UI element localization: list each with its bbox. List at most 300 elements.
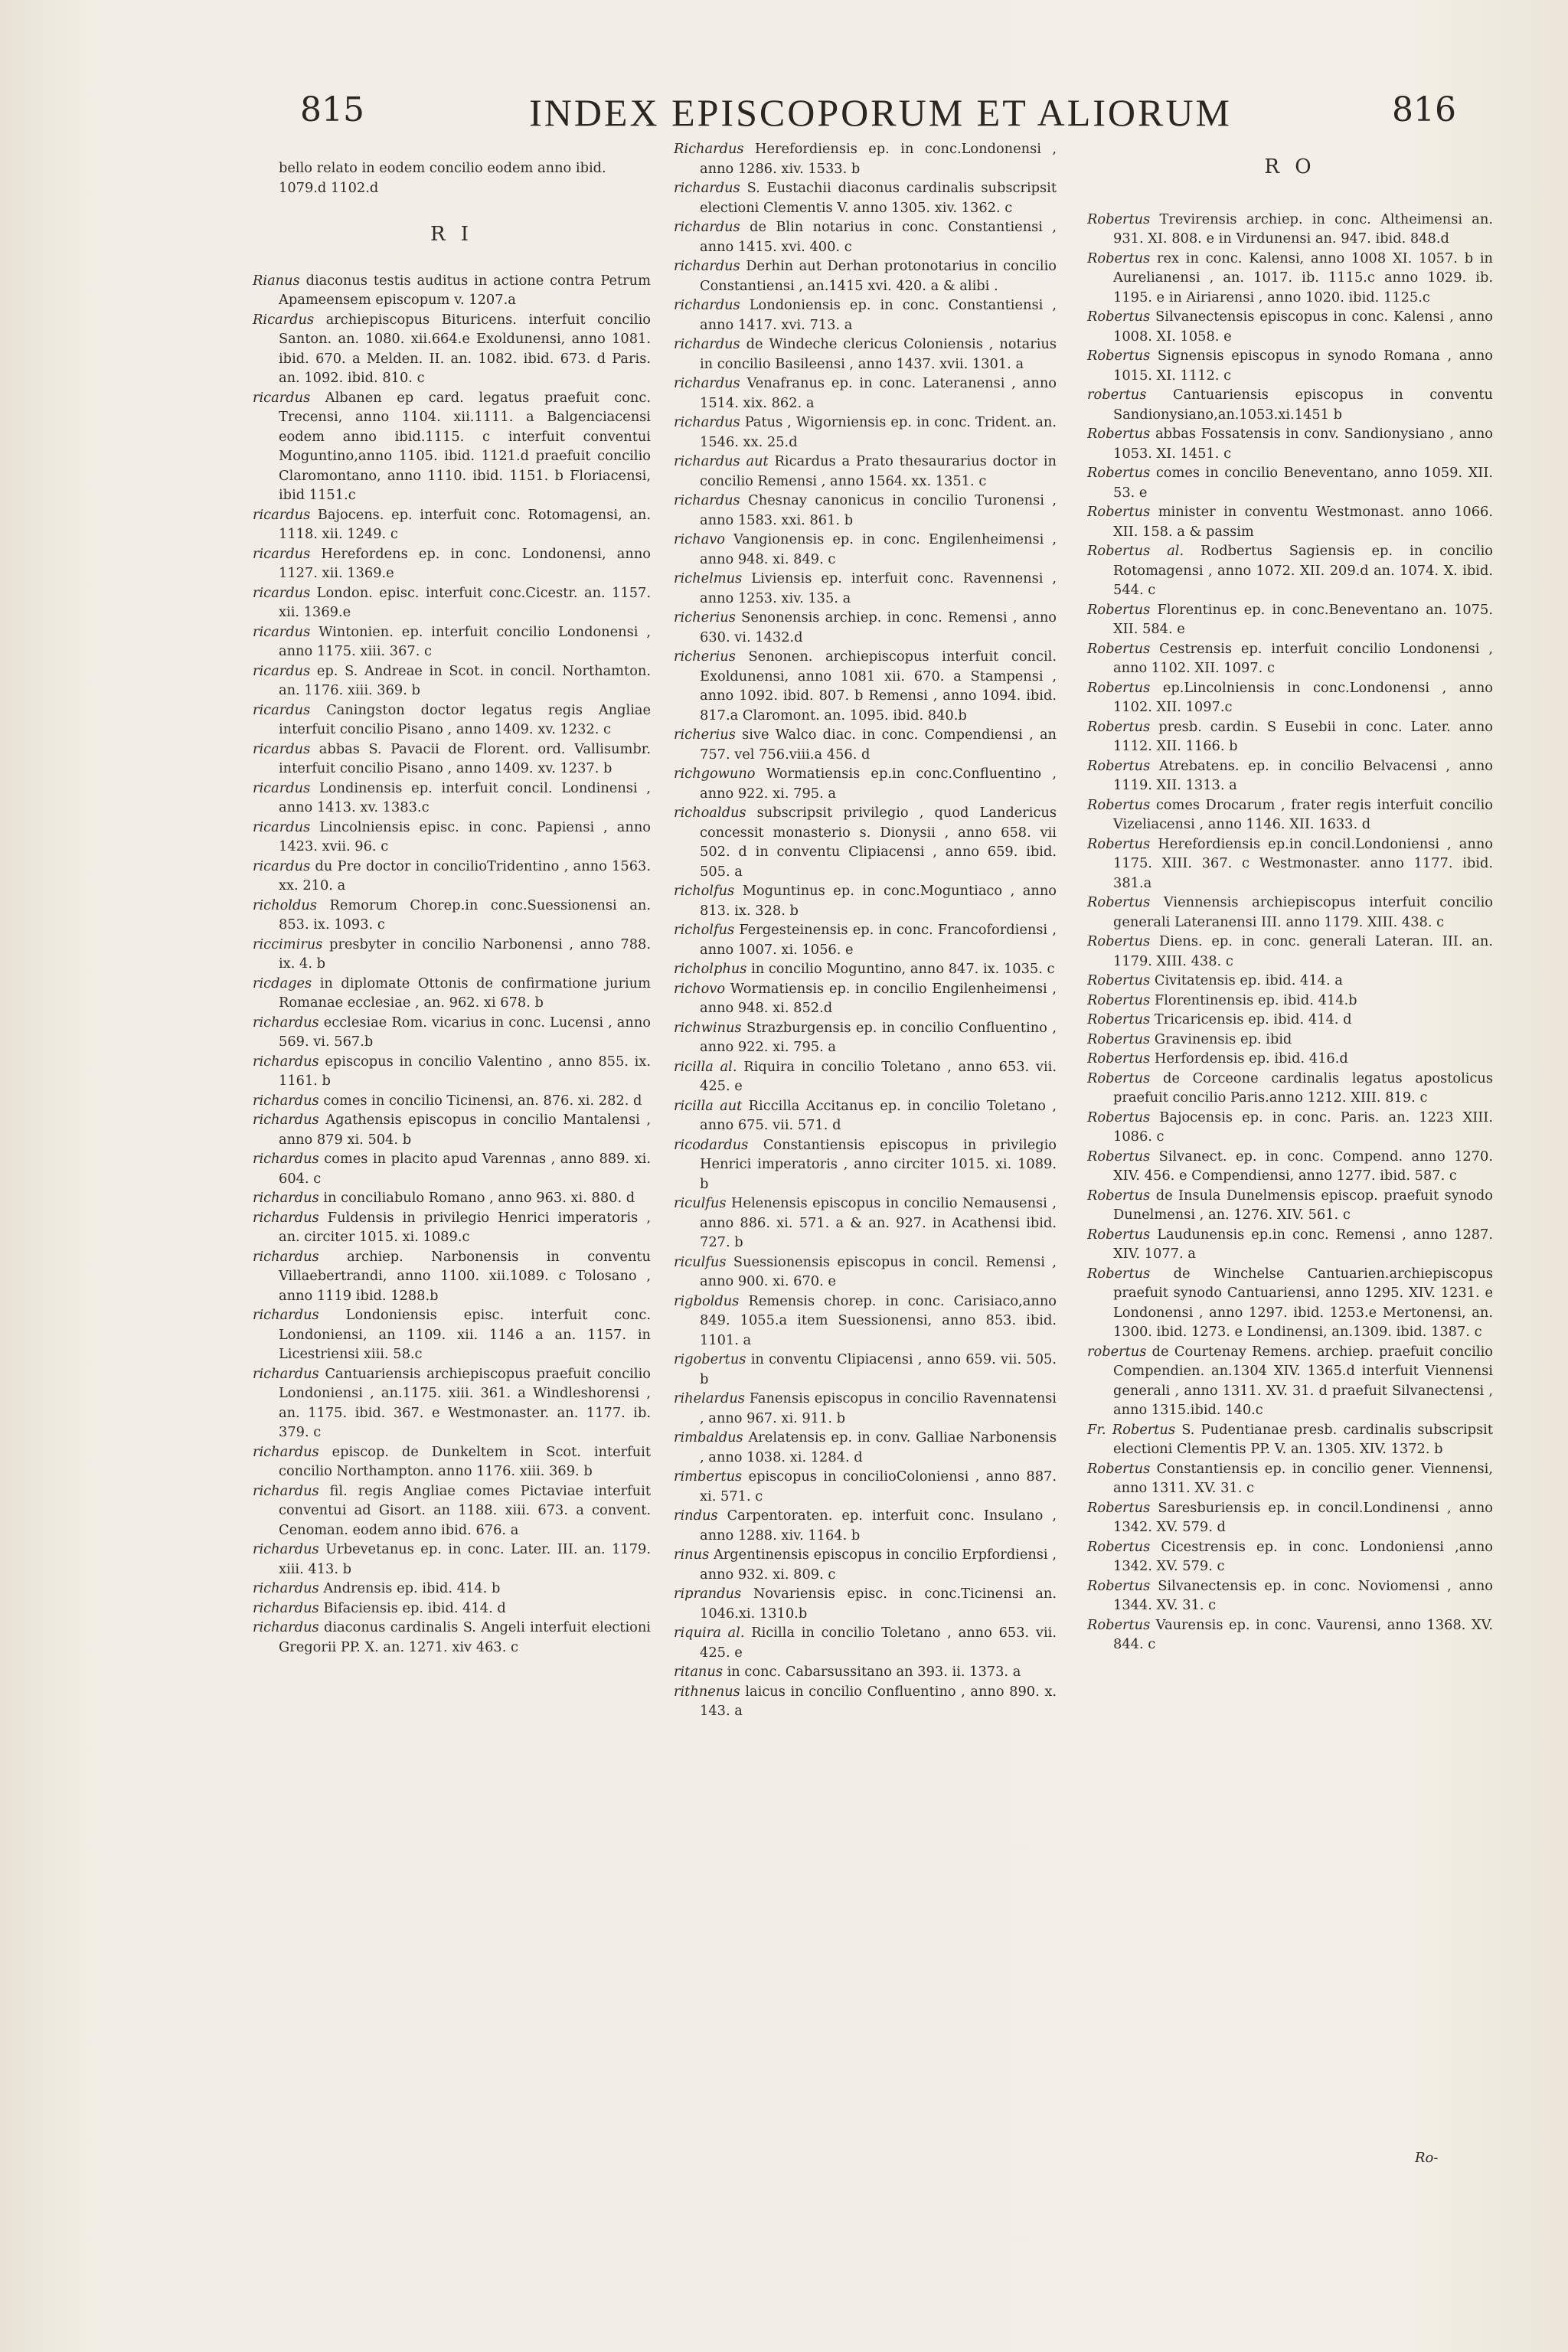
entry-text: Novariensis episc. in conc.Ticinensi an. 1046.xi. 1310.b (700, 1586, 1057, 1622)
index-entry (1087, 210, 1493, 249)
entry-name: Robertus (1087, 465, 1151, 481)
entry-text: de Blin notarius in conc. Constantiensi , anno 1415. xvi. 400. c (700, 219, 1057, 255)
entry-text: de Windeche clericus Coloniensis , notarius in concilio Basileensi , anno 1437. xvii. 1301. a (700, 336, 1057, 372)
index-entry (674, 1057, 1057, 1096)
entry-name: Robertus (1087, 757, 1151, 774)
entry-name: ricardus (253, 740, 311, 757)
entry-text: in diplomate Ottonis de confirmatione jurium Romanae ecclesiae , an. 962. xi 678. b (279, 975, 652, 1011)
entry-name: ricilla aut (674, 1097, 743, 1114)
entry-name: richardus (674, 219, 740, 235)
entry-text: rex in conc. Kalensi, anno 1008 XI. 1057. b in Aurelianensi , an. 1017. ib. 1115.c anno 1029. ib. 1195. e in Airiarensi , anno 1020. ibid. 1125.c (1113, 250, 1493, 305)
index-entry (1087, 991, 1493, 1011)
entry-name: richolphus (674, 961, 747, 977)
index-entry (253, 505, 651, 544)
entry-name: ricardus (253, 779, 311, 796)
entry-name: riprandus (674, 1586, 742, 1602)
index-entry (674, 374, 1057, 413)
index-entry (253, 310, 651, 388)
entry-name: Robertus (1087, 1265, 1151, 1282)
index-entry (674, 1018, 1057, 1057)
index-entry (1087, 932, 1493, 971)
entry-text: Albanen ep card. legatus praefuit conc. Trecensi, anno 1104. xii.1111. a Balgenciacensi eodem anno ibid.1115. c interfuit conventui Moguntino,anno 1105. ibid. 1121.d praefuit concilio Claromontano, anno 1110. ibid. 1151. b Floriacensi, ibid 1151.c (279, 389, 651, 503)
entry-name: Robertus (1087, 1148, 1151, 1165)
entry-name: ricardus (253, 818, 311, 835)
index-entry (674, 1545, 1057, 1584)
entry-text: Rodbertus Sagiensis ep. in concilio Rotomagensi , anno 1072. XII. 209.d an. 1074. X. ibid. 544. c (1113, 543, 1494, 598)
index-entry (1087, 1108, 1493, 1147)
entry-name: richardus (253, 1599, 319, 1616)
entry-text: Venafranus ep. in conc. Lateranensi , anno 1514. xix. 862. a (700, 375, 1057, 411)
index-entry (1087, 1420, 1493, 1459)
index-entry (674, 335, 1057, 374)
entry-text: Tricaricensis ep. ibid. 414. d (1154, 1011, 1352, 1027)
entry-name: ricdages (253, 975, 312, 991)
index-entry (1087, 541, 1493, 600)
index-entry (1087, 1049, 1493, 1069)
entry-name: rigobertus (674, 1351, 746, 1367)
entry-text: Andrensis ep. ibid. 414. b (323, 1580, 501, 1596)
entry-text: de Corceone cardinalis legatus apostolicus praefuit concilio Paris.anno 1212. XIII. 819. c (1113, 1070, 1494, 1106)
entry-name: Robertus (1087, 1616, 1151, 1633)
section-heading-ri: R I (430, 223, 474, 246)
entry-text: Herefordiensis ep.in concil.Londoniensi , anno 1175. XIII. 367. c Westmonaster. anno 1177. ibid. 381.a (1113, 835, 1493, 891)
entry-name: richardus (253, 1092, 319, 1109)
index-entry (674, 1584, 1057, 1623)
index-entry (1087, 835, 1493, 893)
entry-name: rindus (674, 1508, 718, 1524)
entry-text: Gravinensis ep. ibid (1154, 1031, 1292, 1047)
index-entry (1087, 1342, 1493, 1420)
entry-text: Moguntinus ep. in conc.Moguntiaco , anno 813. ix. 328. b (700, 883, 1057, 919)
entry-text: Trevirensis archiep. in conc. Altheimensi an. 931. XI. 808. e in Virdunensi an. 947. ibid. 848.d (1113, 211, 1493, 247)
entry-text: in concilio Moguntino, anno 847. ix. 1035. c (751, 961, 1055, 977)
entry-name: ricardus (253, 662, 311, 679)
entry-text: Londoniensis episc. interfuit conc. Londoniensi, an 1109. xii. 1146 a an. 1157. in Licestriensi xiii. 58.c (279, 1307, 651, 1362)
index-entry (674, 1096, 1057, 1135)
index-entry (674, 1682, 1057, 1721)
entry-text: fil. regis Angliae comes Pictaviae interfuit conventui ad Gisort. an 1188. xiii. 673. a convent. Cenoman. eodem anno ibid. 676. a (279, 1482, 651, 1538)
index-entry (674, 881, 1057, 920)
entry-name: rimbaldus (674, 1429, 743, 1446)
entry-text: Bajocensis ep. in conc. Paris. an. 1223 XIII. 1086. c (1113, 1109, 1493, 1145)
entry-name: Fr. Robertus (1087, 1421, 1175, 1438)
index-entry (674, 1428, 1057, 1467)
entry-text: Silvanectensis episcopus in conc. Kalensi , anno 1008. XI. 1058. e (1113, 309, 1494, 345)
index-entry (674, 1194, 1057, 1253)
entry-name: Robertus (1087, 1011, 1151, 1027)
entry-name: richardus aut (674, 453, 769, 469)
index-entry (674, 959, 1057, 979)
entry-name: richardus (253, 1541, 319, 1557)
entry-name: rihelardus (674, 1390, 745, 1406)
index-entry (674, 491, 1057, 530)
index-entry (253, 1442, 651, 1481)
entry-name: Robertus (1087, 601, 1151, 618)
entry-text: Bajocens. ep. interfuit conc. Rotomagensi, an. 1118. xii. 1249. c (279, 506, 652, 542)
index-entry (253, 662, 651, 701)
entry-name: rithnenus (674, 1683, 740, 1700)
entry-text: Riccilla Accitanus ep. in concilio Toletano , anno 675. vii. 571. d (700, 1097, 1057, 1133)
entry-text: Fanensis episcopus in concilio Ravennatensi , anno 967. xi. 911. b (700, 1390, 1057, 1426)
entry-name: richerius (674, 609, 736, 626)
entry-name: richelmus (674, 570, 743, 586)
index-entry (1087, 1264, 1493, 1342)
continued-entry: bello relato in eodem concilio eodem anno ibid. 1079.d 1102.d (279, 160, 606, 196)
entry-name: ricardus (253, 623, 311, 640)
page-number-right: 816 (1392, 90, 1456, 129)
entry-text: Senonensis archiep. in conc. Remensi , anno 630. vi. 1432.d (700, 609, 1057, 645)
entry-text: abbas S. Pavacii de Florent. ord. Vallisumbr. interfuit concilio Pisano , anno 1409. xv. 1237. b (279, 740, 651, 776)
index-entry (1087, 1069, 1493, 1108)
index-entry (253, 818, 651, 857)
entry-name: riculfus (674, 1253, 727, 1270)
entry-name: Robertus (1087, 796, 1151, 813)
index-entry (674, 256, 1057, 296)
entry-text: Florentinus ep. in conc.Beneventano an. 1075. XII. 584. e (1113, 601, 1493, 637)
entry-list (1087, 210, 1493, 1655)
entry-name: richardus (253, 1307, 319, 1323)
index-entry (1087, 463, 1493, 502)
index-entry (253, 1618, 651, 1657)
entry-name: ricilla al. (674, 1058, 737, 1075)
entry-text: ep.Lincolniensis in conc.Londonensi , anno 1102. XII. 1097.c (1113, 679, 1493, 715)
entry-text: de Insula Dunelmensis episcop. praefuit synodo Dunelmensi , an. 1276. XIV. 561. c (1113, 1187, 1493, 1223)
index-entry (1087, 1010, 1493, 1030)
index-entry (253, 1052, 651, 1091)
entry-name: Robertus (1087, 1226, 1151, 1243)
entry-text: episcopus in concilioColoniensi , anno 887. xi. 571. c (700, 1468, 1057, 1504)
entry-text: Florentinensis ep. ibid. 414.b (1154, 991, 1357, 1008)
entry-name: richavo (674, 531, 725, 547)
index-entry (253, 1013, 651, 1052)
entry-text: Caningston doctor legatus regis Angliae interfuit concilio Pisano , anno 1409. xv. 1232. c (279, 701, 652, 737)
index-entry (674, 1253, 1057, 1292)
entry-text: Wormatiensis ep. in concilio Engilenheimensi , anno 948. xi. 852.d (700, 980, 1057, 1016)
entry-name: richardus (253, 1443, 319, 1460)
entry-name: richardus (674, 375, 740, 391)
entry-name: Rianus (253, 272, 300, 289)
entry-name: richolfus (674, 883, 735, 899)
index-entry (1087, 795, 1493, 835)
entry-name: Richardus (674, 141, 744, 157)
entry-name: richardus (674, 297, 740, 313)
index-entry (1087, 678, 1493, 717)
index-entry (253, 740, 651, 779)
index-entry (253, 896, 651, 935)
index-entry (1087, 1147, 1493, 1186)
entry-text: Herefordiensis ep. in conc.Londonensi , anno 1286. xiv. 1533. b (700, 141, 1057, 177)
index-entry (674, 803, 1057, 881)
index-entry (1087, 424, 1493, 463)
entry-text: Herefordens ep. in conc. Londonensi, anno 1127. xii. 1369.e (279, 545, 651, 581)
index-entry (253, 583, 651, 622)
entry-name: robertus (1087, 387, 1147, 403)
index-entry (253, 1247, 651, 1306)
entry-name: Robertus (1087, 1499, 1151, 1516)
index-entry (1087, 1186, 1493, 1225)
entry-name: richardus (674, 414, 740, 430)
index-entry (1087, 1576, 1493, 1615)
entry-text: comes in concilio Ticinensi, an. 876. xi. 282. d (323, 1092, 642, 1109)
entry-text: Constantiensis ep. in concilio gener. Viennensi, anno 1311. XV. 31. c (1113, 1460, 1493, 1496)
entry-text: Chesnay canonicus in concilio Turonensi , anno 1583. xxi. 861. b (700, 492, 1057, 528)
entry-name: Ricardus (253, 311, 315, 328)
entry-text: Arelatensis ep. in conv. Galliae Narbonensis , anno 1038. xi. 1284. d (700, 1429, 1057, 1465)
index-column-left (253, 158, 651, 1657)
index-entry (253, 544, 651, 583)
entry-name: richgowuno (674, 766, 756, 782)
index-entry (674, 979, 1057, 1018)
entry-name: richardus (253, 1151, 319, 1167)
entry-text: Vaurensis ep. in conc. Vaurensi, anno 1368. XV. 844. c (1113, 1616, 1493, 1652)
entry-text: subscripsit privilegio , quod Landericus concessit monasterio s. Dionysii , anno 658. vii 502. d in conventu Clipiacensi , anno 659. ibid. 505. a (700, 805, 1057, 880)
index-entry (1087, 1225, 1493, 1264)
index-entry (1087, 893, 1493, 932)
entry-text: de Courtenay Remens. archiep. praefuit concilio Compendien. an.1304 XIV. 1365.d interfuit Viennensi generali , anno 1311. XV. 31. d praefuit Silvanectensi , anno 1315.ibid. 140.c (1113, 1343, 1494, 1418)
entry-text: Derhin aut Derhan protonotarius in concilio Constantiensi , an.1415 xvi. 420. a & alibi . (700, 258, 1057, 294)
index-entry (253, 779, 651, 818)
entry-name: Robertus (1087, 211, 1151, 227)
entry-text: Ricilla in concilio Toletano , anno 653. vii. 425. e (700, 1625, 1057, 1661)
entry-name: richoldus (253, 897, 317, 913)
entry-text: Vangionensis ep. in conc. Engilenheimensi , anno 948. xi. 849. c (700, 531, 1057, 567)
index-entry (674, 764, 1057, 803)
entry-name: richerius (674, 648, 736, 665)
entry-text: Silvanectensis ep. in conc. Noviomensi , anno 1344. XV. 31. c (1113, 1577, 1493, 1613)
index-entry (674, 725, 1057, 764)
entry-name: richardus (253, 1248, 319, 1265)
entry-text: ecclesiae Rom. vicarius in conc. Lucensi , anno 569. vi. 567.b (279, 1014, 651, 1050)
entry-text: Signensis episcopus in synodo Romana , anno 1015. XI. 1112. c (1113, 348, 1493, 384)
index-entry (253, 1305, 651, 1364)
entry-text: minister in conventu Westmonast. anno 1066. XII. 158. a & passim (1113, 504, 1494, 540)
entry-text: Cantuariensis archiepiscopus praefuit concilio Londoniensi , an.1175. xiii. 361. a Windleshorensi , an. 1175. ibid. 367. e Westmonaster. an. 1177. ib. 379. c (279, 1365, 651, 1440)
entry-name: richardus (674, 258, 740, 274)
entry-text: Fuldensis in privilegio Henrici imperatoris , an. circiter 1015. xi. 1089.c (279, 1209, 651, 1245)
entry-name: ritanus (674, 1664, 723, 1680)
index-entry (253, 974, 651, 1013)
entry-name: richardus (253, 1482, 319, 1499)
entry-name: Robertus (1087, 426, 1151, 442)
entry-text: Remorum Chorep.in conc.Suessionensi an. 853. ix. 1093. c (279, 897, 651, 933)
index-column-middle (674, 139, 1057, 1721)
entry-name: richardus (253, 1014, 319, 1031)
entry-text: du Pre doctor in concilioTridentino , anno 1563. xx. 210. a (279, 858, 652, 893)
entry-text: Wormatiensis ep.in conc.Confluentino , anno 922. xi. 795. a (700, 766, 1057, 802)
entry-text: Cicestrensis ep. in conc. Londoniensi ,anno 1342. XV. 579. c (1113, 1538, 1494, 1574)
entry-name: Robertus (1087, 894, 1151, 910)
index-entry (253, 857, 651, 896)
entry-name: ricardus (253, 389, 311, 406)
entry-text: Saresburiensis ep. in concil.Londinensi , anno 1342. XV. 579. d (1113, 1499, 1494, 1535)
entry-text: Ricardus a Prato thesaurarius doctor in concilio Remensi , anno 1564. xx. 1351. c (700, 453, 1057, 489)
entry-text: Herfordensis ep. ibid. 416.d (1154, 1050, 1348, 1067)
entry-name: robertus (1087, 1343, 1147, 1360)
entry-name: richardus (674, 492, 740, 508)
entry-text: Argentinensis episcopus in concilio Erpfordiensi , anno 932. xi. 809. c (700, 1547, 1057, 1583)
entry-name: Robertus (1087, 933, 1151, 949)
index-entry (1087, 971, 1493, 991)
entry-name: Robertus (1087, 348, 1151, 364)
entry-text: in conventu Clipiacensi , anno 659. vii. 505. b (700, 1351, 1057, 1387)
entry-name: Robertus (1087, 640, 1151, 657)
index-entry (674, 1467, 1057, 1506)
entry-name: richardus (253, 1209, 319, 1226)
index-entry (253, 1540, 651, 1579)
entry-text: archiepiscopus Bituricens. interfuit concilio Santon. an. 1080. xii.664.e Exoldunensi, anno 1081. ibid. 670. a Melden. II. an. 1082. ibid. 673. d Paris. an. 1092. ibid. 810. c (279, 311, 651, 386)
entry-name: Robertus (1087, 309, 1151, 325)
entry-name: richardus (253, 1619, 319, 1635)
index-entry (1087, 717, 1493, 756)
entry-name: rigboldus (674, 1292, 740, 1309)
entry-name: richardus (253, 1580, 319, 1596)
entry-text: Patus , Wigorniensis ep. in conc. Trident. an. 1546. xx. 25.d (700, 414, 1057, 450)
index-entry (1087, 385, 1493, 424)
index-entry (674, 1389, 1057, 1428)
entry-name: Robertus (1087, 1070, 1151, 1086)
index-entry (253, 1364, 651, 1442)
entry-name: richardus (674, 336, 740, 352)
entry-name: richwinus (674, 1019, 742, 1036)
index-entry (674, 647, 1057, 725)
entry-text: in conciliabulo Romano , anno 963. xi. 880. d (323, 1190, 635, 1206)
entry-text: in conc. Cabarsussitano an 393. ii. 1373. a (727, 1664, 1021, 1680)
entry-name: ricardus (253, 506, 311, 523)
page-number-left: 815 (300, 90, 364, 129)
index-entry (674, 1135, 1057, 1194)
entry-text: Senonen. archiepiscopus interfuit concil. Exoldunensi, anno 1081 xii. 670. a Stampensi , anno 1092. ibid. 807. b Remensi , anno 1094. ibid. 817.a Claromont. an. 1095. ibid. 840.b (700, 648, 1057, 724)
entry-text: diaconus cardinalis S. Angeli interfuit electioni Gregorii PP. X. an. 1271. xiv 463. c (279, 1619, 651, 1655)
entry-name: rinus (674, 1547, 710, 1563)
entry-name: Robertus al. (1087, 543, 1184, 559)
index-entry (253, 1149, 651, 1188)
entry-name: richardus (253, 1190, 319, 1206)
entry-text: S. Eustachii diaconus cardinalis subscripsit electioni Clementis V. anno 1305. xiv. 1362. c (700, 180, 1057, 216)
index-entry (1087, 307, 1493, 346)
entry-text: episcop. de Dunkeltem in Scot. interfuit concilio Northampton. anno 1176. xiii. 369. b (279, 1443, 651, 1479)
entry-text: episcopus in concilio Valentino , anno 855. ix. 1161. b (279, 1053, 651, 1089)
index-entry (674, 1623, 1057, 1662)
entry-name: Robertus (1087, 679, 1151, 696)
entry-text: Constantiensis episcopus in privilegio Henrici imperatoris , anno circiter 1015. xi. 1089. b (700, 1136, 1057, 1192)
entry-text: Riquira in concilio Toletano , anno 653. vii. 425. e (700, 1058, 1057, 1094)
index-entry (1087, 346, 1493, 385)
index-entry (674, 1350, 1057, 1389)
entry-text: abbas Fossatensis in conv. Sandionysiano , anno 1053. XI. 1451. c (1113, 426, 1493, 462)
entry-name: riccimirus (253, 936, 323, 952)
entry-text: Londinensis ep. interfuit concil. Londinensi , anno 1413. xv. 1383.c (279, 779, 651, 815)
entry-name: richardus (253, 1053, 319, 1070)
entry-text: Agathensis episcopus in concilio Mantalensi , anno 879 xi. 504. b (279, 1112, 651, 1148)
entry-text: Diens. ep. in conc. generali Lateran. III. an. 1179. XIII. 438. c (1113, 933, 1494, 969)
entry-text: Carpentoraten. ep. interfuit conc. Insulano , anno 1288. xiv. 1164. b (700, 1508, 1057, 1544)
index-entry (1087, 639, 1493, 678)
entry-name: riquira al. (674, 1625, 745, 1641)
entry-name: Robertus (1087, 991, 1151, 1008)
index-entry (1087, 249, 1493, 308)
entry-name: richerius (674, 727, 736, 743)
index-entry (253, 271, 651, 310)
index-entry (253, 388, 651, 505)
entry-text: Strazburgensis ep. in concilio Confluentino , anno 922. xi. 795. a (700, 1019, 1057, 1055)
entry-text: Silvanect. ep. in conc. Compend. anno 1270. XIV. 456. e Compendiensi, anno 1277. ibid. 587. c (1113, 1148, 1493, 1184)
index-entry (674, 296, 1057, 335)
index-entry (253, 1091, 651, 1111)
index-entry (253, 1481, 651, 1540)
entry-name: Robertus (1087, 1187, 1151, 1204)
entry-name: ricardus (253, 545, 311, 562)
entry-text: Helenensis episcopus in concilio Nemausensi , anno 886. xi. 571. a & an. 927. in Acathensi ibid. 727. b (700, 1195, 1057, 1250)
entry-text: Bifaciensis ep. ibid. 414. d (323, 1599, 506, 1616)
entry-text: presbyter in concilio Narbonensi , anno 788. ix. 4. b (279, 936, 651, 972)
entry-name: Robertus (1087, 1031, 1151, 1047)
index-entry (1087, 502, 1493, 541)
entry-text: Liviensis ep. interfuit conc. Ravennensi , anno 1253. xiv. 135. a (700, 570, 1057, 606)
index-entry (1087, 1498, 1493, 1537)
index-entry (253, 622, 651, 662)
entry-name: rimbertus (674, 1468, 743, 1485)
entry-name: ricardus (253, 584, 311, 601)
index-entry (253, 935, 651, 974)
entry-name: richardus (674, 180, 740, 196)
index-column-right (1087, 153, 1493, 1655)
index-entry (674, 139, 1057, 178)
entry-text: comes in placito apud Varennas , anno 889. xi. 604. c (279, 1151, 651, 1187)
entry-name: Robertus (1087, 1109, 1151, 1125)
entry-name: ricodardus (674, 1136, 749, 1153)
entry-text: London. episc. interfuit conc.Cicestr. an. 1157. xii. 1369.e (279, 584, 652, 620)
index-entry (674, 178, 1057, 217)
index-entry (1087, 1615, 1493, 1655)
entry-name: Robertus (1087, 250, 1151, 266)
index-entry (253, 1579, 651, 1599)
entry-text: S. Pudentianae presb. cardinalis subscripsit electioni Clementis PP. V. an. 1305. XIV. 1372. b (1113, 1421, 1493, 1457)
entry-text: ep. S. Andreae in Scot. in concil. Northamton. an. 1176. xiii. 369. b (279, 662, 651, 698)
entry-list (674, 139, 1057, 1721)
entry-text: presb. cardin. S Eusebii in conc. Later. anno 1112. XII. 1166. b (1113, 718, 1493, 754)
entry-name: richoaldus (674, 805, 746, 821)
entry-text: Cantuariensis episcopus in conventu Sandionysiano,an.1053.xi.1451 b (1113, 387, 1493, 423)
entry-text: Lincolniensis episc. in conc. Papiensi , anno 1423. xvii. 96. c (279, 818, 651, 854)
entry-text: Civitatensis ep. ibid. 414. a (1154, 972, 1343, 988)
entry-name: richardus (253, 1112, 319, 1128)
index-entry (1087, 1537, 1493, 1576)
index-entry (1087, 1459, 1493, 1498)
entry-name: Robertus (1087, 972, 1151, 988)
entry-list (253, 271, 651, 1658)
entry-name: riculfus (674, 1195, 727, 1211)
entry-name: richolfus (674, 922, 735, 938)
index-entry (674, 569, 1057, 608)
entry-text: Atrebatens. ep. in concilio Belvacensi , anno 1119. XII. 1313. a (1113, 757, 1493, 793)
index-entry (253, 1188, 651, 1208)
entry-text: de Winchelse Cantuarien.archiepiscopus praefuit synodo Cantuariensi, anno 1295. XIV. 1231. e Londonensi , anno 1297. ibid. 1253.e Mertonensi, an. 1300. ibid. 1273. e Londinensi, an.1309. ibid. 1387. c (1113, 1265, 1494, 1340)
page-title: INDEX EPISCOPORUM ET ALIORUM (529, 91, 1232, 134)
index-entry (674, 920, 1057, 959)
index-entry (674, 217, 1057, 256)
index-entry (674, 413, 1057, 452)
entry-text: Suessionensis episcopus in concil. Remensi , anno 900. xi. 670. e (700, 1253, 1057, 1289)
entry-name: Robertus (1087, 1538, 1151, 1555)
index-entry (674, 530, 1057, 569)
entry-name: Robertus (1087, 835, 1151, 852)
entry-text: Fergesteinensis ep. in conc. Francofordiensi , anno 1007. xi. 1056. e (700, 922, 1057, 958)
entry-name: ricardus (253, 858, 311, 874)
entry-name: richardus (253, 1365, 319, 1382)
entry-text: comes Drocarum , frater regis interfuit concilio Vizeliacensi , anno 1146. XII. 1633. d (1113, 796, 1493, 832)
entry-name: Robertus (1087, 1050, 1151, 1067)
entry-text: Viennensis archiepiscopus interfuit concilio generali Lateranensi III. anno 1179. XIII. 438. c (1113, 894, 1494, 930)
